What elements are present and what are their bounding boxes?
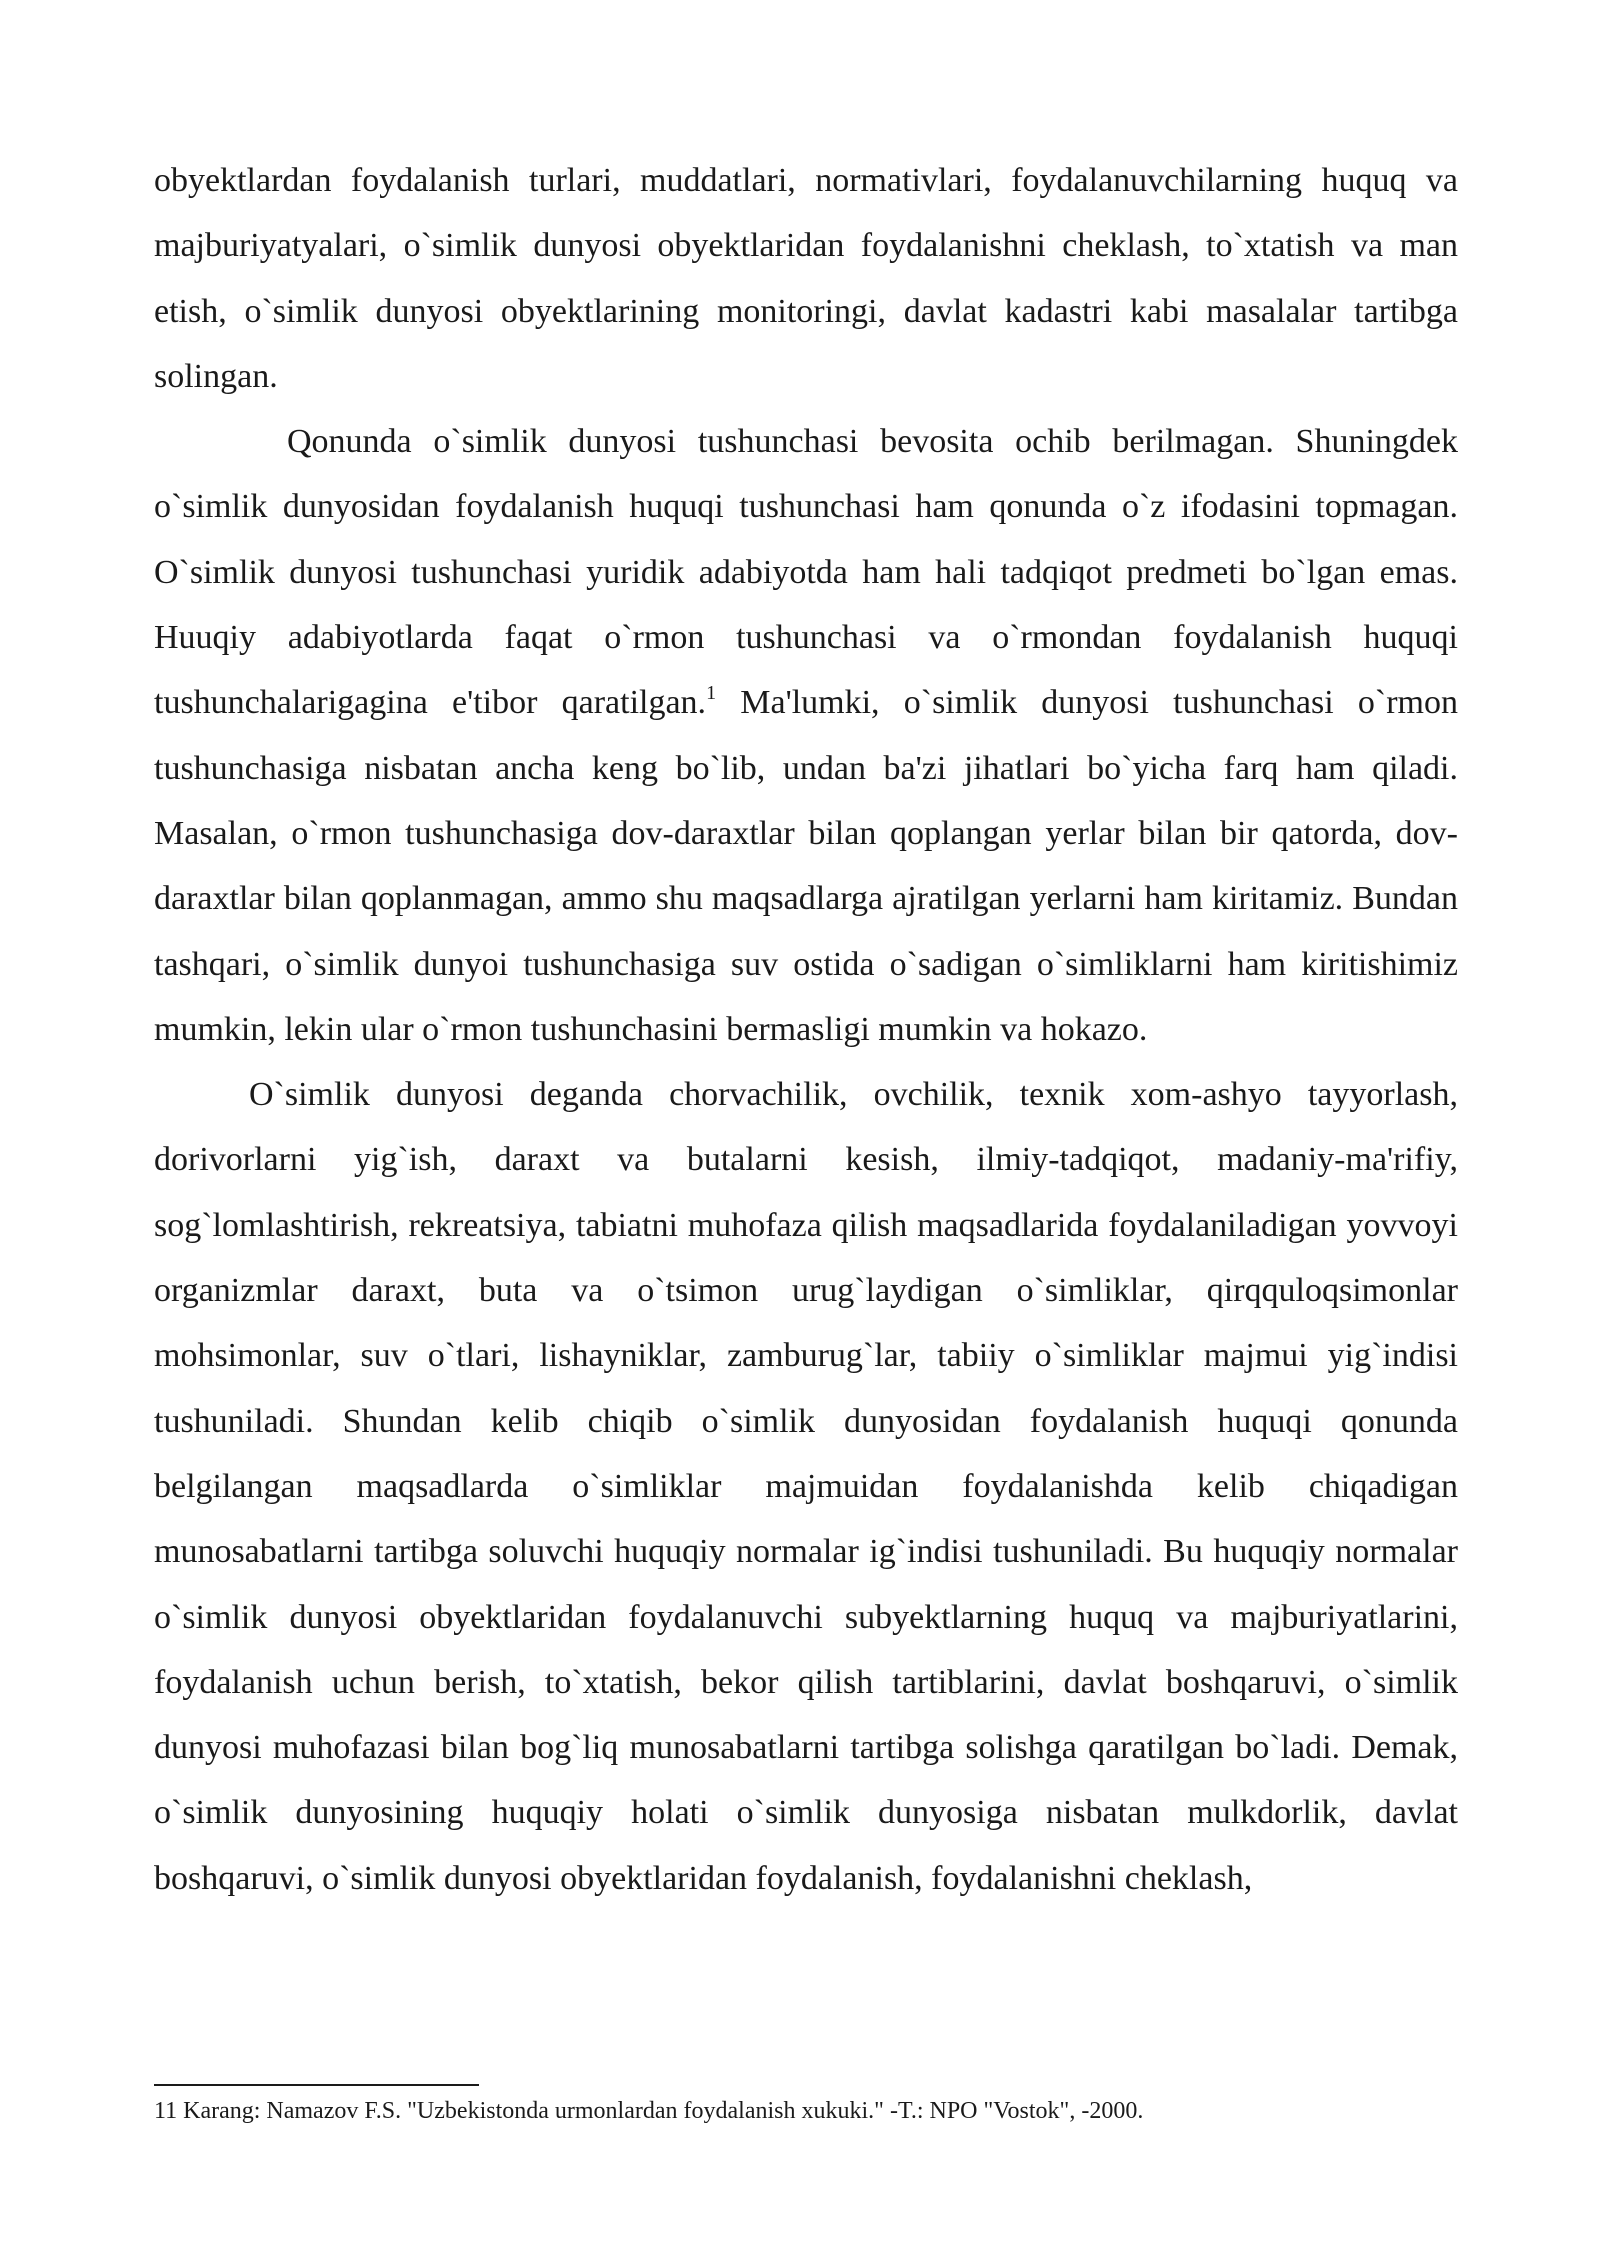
paragraph-1-text: obyektlardan foydalanish turlari, muddatlari, normativlari, foydalanuvchilarning huquq va majburiyatyalari, o`simlik dunyosi obyektlaridan foydalanishni cheklash, to`xtatish va man etish, o`simlik dunyosi obyektlarining monitoringi, davlat kadastri kabi masalalar tartibga solingan. [154,162,1458,395]
footnote-number: 1 [154,2098,166,2124]
footnote-reference[interactable]: 1 [706,682,717,705]
footnote-separator [154,2084,479,2086]
footnote [154,2096,1458,2126]
paragraph-2-text-after-footnote: Ma'lumki, o`simlik dunyosi tushunchasi o`rmon tushunchasiga nisbatan ancha keng bo`lib, undan ba'zi jihatlari bo`yicha farq ham qiladi. Masalan, o`rmon tushunchasiga dov-daraxtlar bilan qoplangan yerlar bilan bir qatorda, dov-daraxtlar bilan qoplanmagan, ammo shu maqsadlarga ajratilgan yerlarni ham kiritamiz. Bundan tashqari, o`simlik dunyoi tushunchasiga suv ostida o`sadigan o`simliklarni ham kiritishimiz mumkin, lekin ular o`rmon tushunchasini bermasligi mumkin va hokazo. [154,684,1458,1048]
footnote-text: 1 Karang: Namazov F.S. "Uzbekistonda urmonlardan foydalanish xukuki." -T.: NPO "Vostok", -2000. [165,2098,1144,2124]
body-text [154,148,1458,1911]
paragraph-1 [154,148,1458,409]
paragraph-3 [154,1062,1458,1911]
paragraph-2-text-before-footnote: Qonunda o`simlik dunyosi tushunchasi bevosita ochib berilmagan. Shuningdek o`simlik dunyosidan foydalanish huquqi tushunchasi ham qonunda o`z ifodasini topmagan. O`simlik dunyosi tushunchasi yuridik adabiyotda ham hali tadqiqot predmeti bo`lgan emas. Huuqiy adabiyotlarda faqat o`rmon tushunchasi va o`rmondan foydalanish huquqi tushunchalarigagina e'tibor qaratilgan. [154,423,1458,722]
paragraph-3-text: O`simlik dunyosi deganda chorvachilik, ovchilik, texnik xom-ashyo tayyorlash, dorivorlarni yig`ish, daraxt va butalarni kesish, ilmiy-tadqiqot, madaniy-ma'rifiy, sog`lomlashtirish, rekreatsiya, tabiatni muhofaza qilish maqsadlarida foydalaniladigan yovvoyi organizmlar daraxt, buta va o`tsimon urug`laydigan o`simliklar, qirqquloqsimonlar mohsimonlar, suv o`tlari, lishayniklar, zamburug`lar, tabiiy o`simliklar majmui yig`indisi tushuniladi. Shundan kelib chiqib o`simlik dunyosidan foydalanish huquqi qonunda belgilangan maqsadlarda o`simliklar majmuidan foydalanishda kelib chiqadigan munosabatlarni tartibga soluvchi huquqiy normalar ig`indisi tushuniladi. Bu huquqiy normalar o`simlik dunyosi obyektlaridan foydalanuvchi subyektlarning huquq va majburiyatlarini, foydalanish uchun berish, to`xtatish, bekor qilish tartiblarini, davlat boshqaruvi, o`simlik dunyosi muhofazasi bilan bog`liq munosabatlarni tartibga solishga qaratilgan bo`ladi. Demak, o`simlik dunyosining huquqiy holati o`simlik dunyosiga nisbatan mulkdorlik, davlat boshqaruvi, o`simlik dunyosi obyektlaridan foydalanish, foydalanishni cheklash, [154,1076,1458,1897]
paragraph-2 [154,409,1458,1062]
